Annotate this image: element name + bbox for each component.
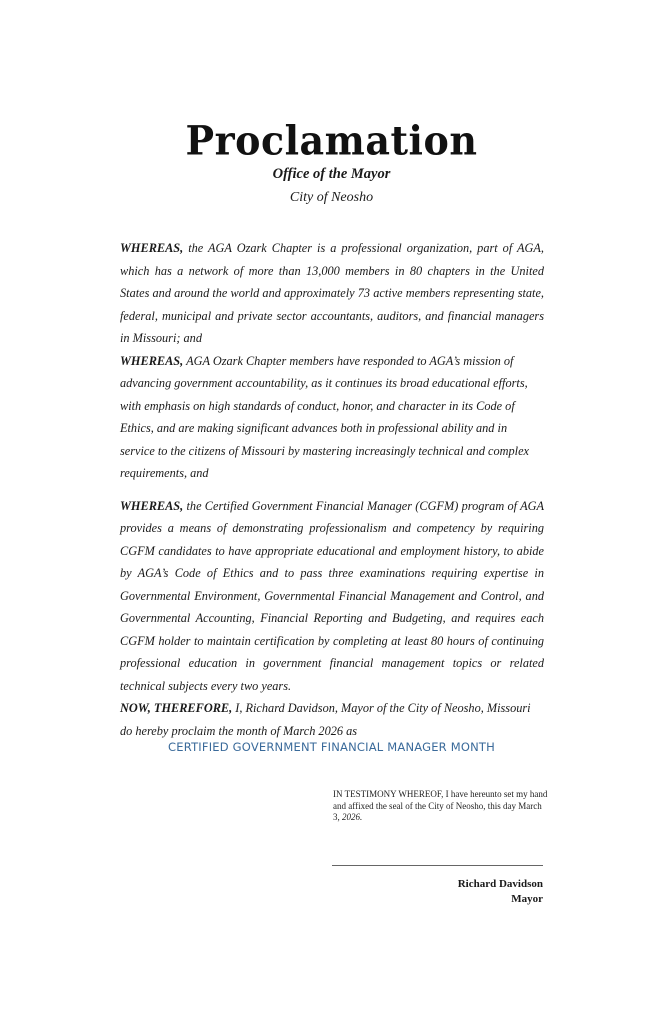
testimony-year: 2026. [342,812,363,822]
office-subtitle: Office of the Mayor [272,166,391,182]
paragraph-keyword: WHEREAS, [120,353,184,368]
paragraph-text: the Certified Government Financial Manager (CGFM) program of AGA provides a means of demonstrating professionalism and competency by requiring CGFM candidates to have appropriate educational and employment history, to abide by AGA’s Code of Ethics and to pass three examinations requiring expertise in Governmental Environment, Governmental Financial Management and Control, and Governmental Accounting, Financial Reporting and Budgeting, and requires each CGFM holder to maintain certification by completing at least 80 hours of continuing professional education in government financial management topics or related technical subjects every two years. [120,498,544,693]
page-title: Proclamation [185,116,478,165]
signature-line [332,865,543,866]
proclaimed-month: CERTIFIED GOVERNMENT FINANCIAL MANAGER MONTH [168,740,495,754]
proclamation-body [120,237,544,742]
whereas-paragraph-2 [120,350,544,485]
signature-title: Mayor [511,893,543,905]
city-subtitle: City of Neosho [289,190,374,205]
paragraph-keyword: WHEREAS, [120,241,184,255]
paragraph-keyword: WHEREAS, [120,498,184,513]
testimony-text: IN TESTIMONY WHEREOF, I have hereunto set my hand and affixed the seal of the City of Neosho, this day March 3, [333,789,548,822]
testimony-block [333,789,548,824]
paragraph-text: AGA Ozark Chapter members have responded to AGA’s mission of advancing government accountability, as it continues its broad educational efforts, with emphasis on high standards of conduct, honor, and character in its Code of Ethics, and are making significant advances both in professional ability and in service to the citizens of Missouri by mastering increasingly technical and complex requirements, and [120,353,530,480]
therefore-paragraph [120,697,544,742]
paragraph-text: I, Richard Davidson, Mayor of the City of Neosho, Missouri do hereby proclaim the month of March 2026 as [120,701,531,738]
whereas-paragraph-1 [120,237,544,350]
paragraph-keyword: NOW, THEREFORE, [120,701,233,715]
signature-name: Richard Davidson [457,878,543,890]
paragraph-text: the AGA Ozark Chapter is a professional organization, part of AGA, which has a network of more than 13,000 members in 80 chapters in the United States and around the world and approximately 73 active members representing state, federal, municipal and private sector accountants, auditors, and financial managers in Missouri; and [120,241,544,345]
whereas-paragraph-3 [120,495,544,698]
